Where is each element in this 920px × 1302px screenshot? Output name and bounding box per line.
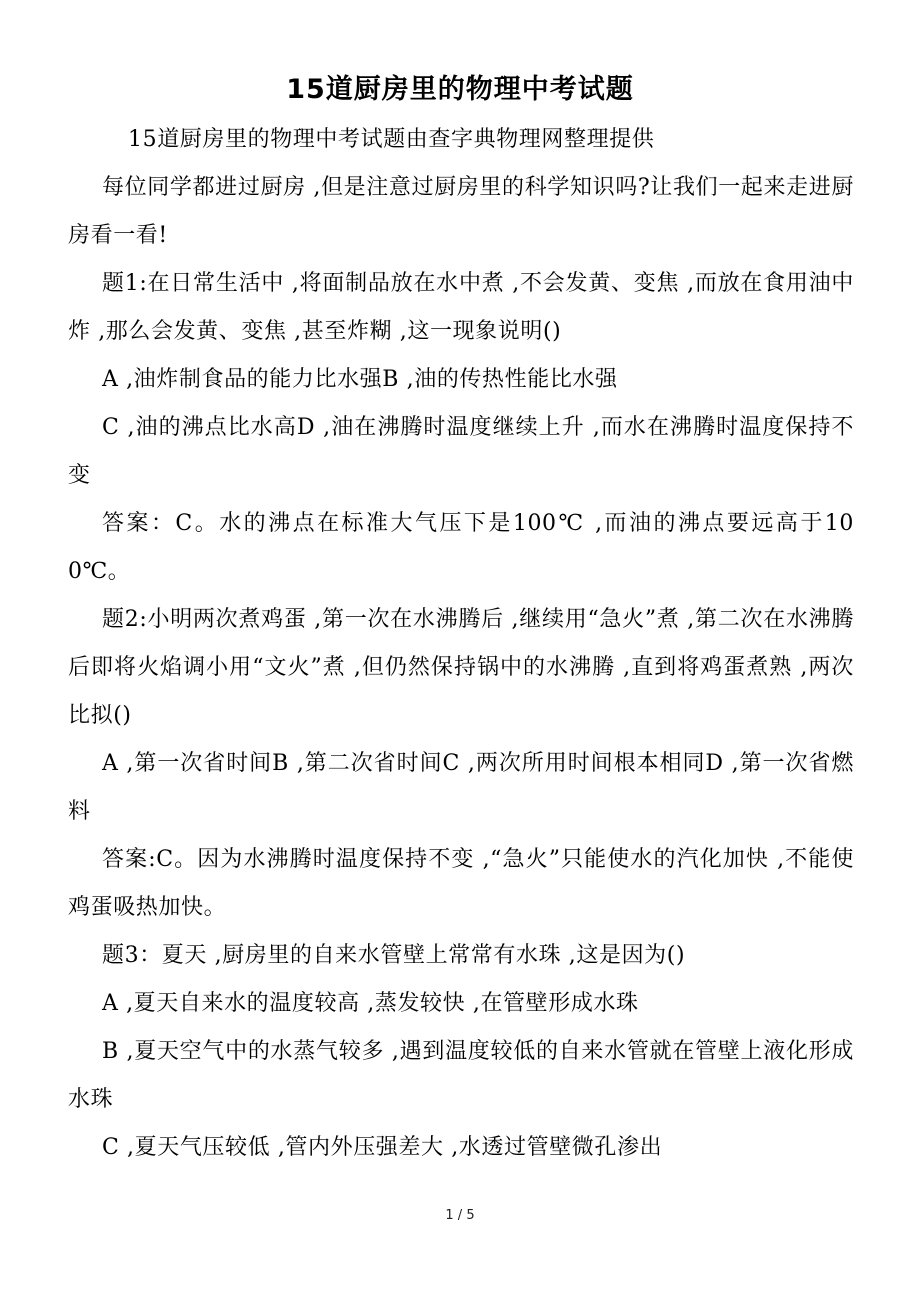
document-title: 15道厨房里的物理中考试题 — [286, 74, 634, 105]
question-3-option-c: C ,夏天气压较低 ,管内外压强差大 ,水透过管壁微孔渗出 — [102, 1135, 663, 1160]
document-body — [68, 116, 854, 1172]
intro-paragraph: 每位同学都进过厨房 ,但是注意过厨房里的科学知识吗?让我们一起来走进厨房看一看! — [68, 175, 854, 248]
page-number: 1 / 5 — [445, 1208, 475, 1223]
question-3: 题3：夏天 ,厨房里的自来水管壁上常常有水珠 ,这是因为() — [102, 943, 686, 968]
subtitle-paragraph: 15道厨房里的物理中考试题由查字典物理网整理提供 — [128, 127, 655, 152]
question-2: 题2:小明两次煮鸡蛋 ,第一次在水沸腾后 ,继续用“急火”煮 ,第二次在水沸腾后即将火焰调小用“文火”煮 ,但仍然保持锅中的水沸腾 ,直到将鸡蛋煮熟 ,两次比拟() — [68, 607, 854, 728]
question-2-options: A ,第一次省时间B ,第二次省时间C ,两次所用时间根本相同D ,第一次省燃料 — [68, 751, 854, 824]
question-1: 题1:在日常生活中 ,将面制品放在水中煮 ,不会发黄、变焦 ,而放在食用油中炸 ,那么会发黄、变焦 ,甚至炸糊 ,这一现象说明() — [68, 271, 854, 344]
question-1-answer: 答案：C。水的沸点在标准大气压下是100℃ ,而油的沸点要远高于100℃。 — [68, 511, 854, 584]
question-3-option-a: A ,夏天自来水的温度较高 ,蒸发较快 ,在管壁形成水珠 — [102, 991, 639, 1016]
question-1-options-cd: C ,油的沸点比水高D ,油在沸腾时温度继续上升 ,而水在沸腾时温度保持不变 — [68, 415, 854, 488]
question-2-answer: 答案:C。因为水沸腾时温度保持不变 ,“急火”只能使水的汽化加快 ,不能使鸡蛋吸热加快。 — [68, 847, 854, 920]
question-1-options-ab: A ,油炸制食品的能力比水强B ,油的传热性能比水强 — [102, 367, 618, 392]
question-3-option-b: B ,夏天空气中的水蒸气较多 ,遇到温度较低的自来水管就在管壁上液化形成水珠 — [68, 1039, 854, 1112]
